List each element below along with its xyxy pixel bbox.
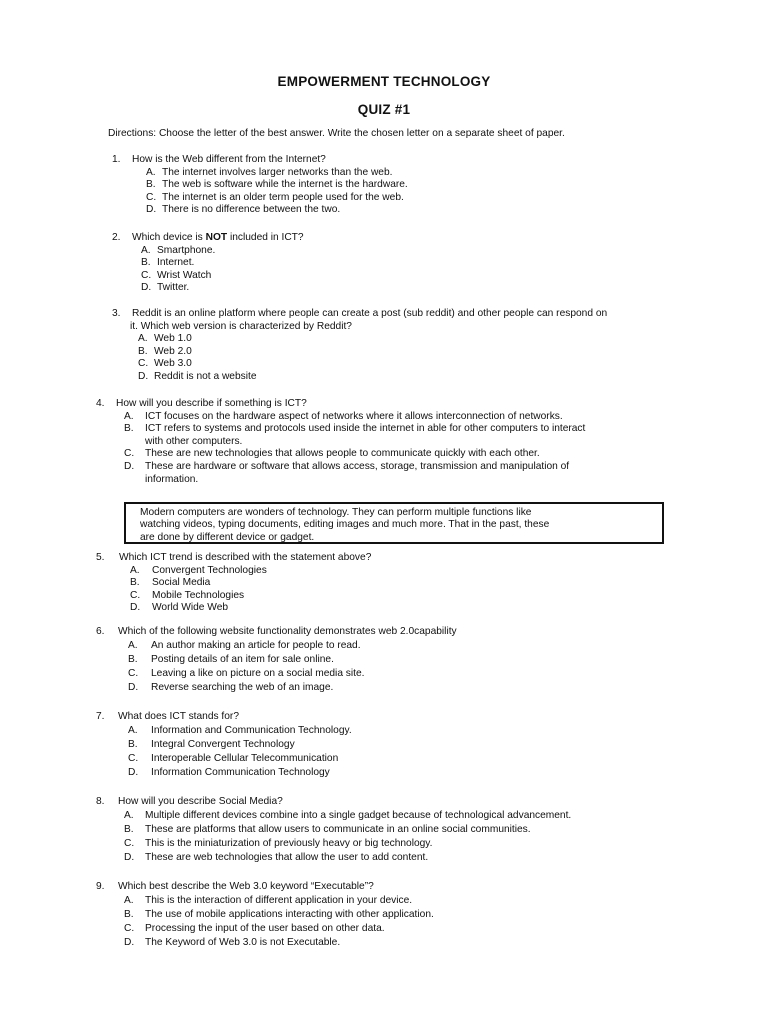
- option-a: A. This is the interaction of different application in your device.: [124, 895, 413, 906]
- statement-box: [124, 502, 664, 544]
- question-number: 4.: [96, 398, 105, 409]
- question-3: [112, 308, 607, 384]
- option-c: C. Leaving a like on picture on a social media site.: [128, 668, 365, 679]
- statement-line: Modern computers are wonders of technology. They can perform multiple functions like: [140, 507, 532, 518]
- option-b: B. These are platforms that allow users to communicate in an online social communities.: [124, 824, 531, 835]
- question-5: [96, 552, 371, 615]
- option-b: B. Integral Convergent Technology: [128, 739, 295, 750]
- question-7: [96, 710, 352, 780]
- option-a: A. The internet involves larger networks than the web.: [146, 166, 393, 178]
- question-text: How will you describe if something is ICT?: [116, 398, 307, 409]
- question-text: What does ICT stands for?: [118, 711, 239, 722]
- option-a: A. Smartphone.: [141, 244, 216, 256]
- option-c: C. Mobile Technologies: [130, 589, 245, 601]
- option-c: C. Web 3.0: [138, 358, 192, 370]
- option-b: B. The web is software while the internet is the hardware.: [146, 179, 408, 191]
- statement-line: watching videos, typing documents, editing images and much more. That in the past, these: [140, 519, 550, 531]
- question-text: How will you describe Social Media?: [118, 796, 283, 807]
- document-title: EMPOWERMENT TECHNOLOGY: [277, 74, 491, 89]
- question-number: 5.: [96, 552, 105, 563]
- option-c: C. The internet is an older term people used for the web.: [146, 191, 404, 203]
- option-d: D. Information Communication Technology: [128, 767, 330, 778]
- question-text: Which of the following website functionality demonstrates web 2.0capability: [118, 626, 457, 637]
- question-1: [112, 154, 408, 217]
- option-c: C. Interoperable Cellular Telecommunication: [128, 753, 339, 764]
- option-d-continued: information.: [145, 473, 199, 485]
- question-number: 7.: [96, 711, 105, 722]
- question-text-line2: it. Which web version is characterized by Reddit?: [130, 320, 352, 332]
- option-c: C. These are new technologies that allows people to communicate quickly with each other.: [124, 448, 540, 460]
- option-a: A. ICT focuses on the hardware aspect of networks where it allows interconnection of networks.: [124, 410, 563, 422]
- option-d: D. World Wide Web: [130, 602, 229, 614]
- question-text: Which device is NOT included in ICT?: [132, 232, 304, 243]
- option-d: D. These are hardware or software that allows access, storage, transmission and manipulation of: [124, 460, 570, 472]
- question-6: [96, 625, 457, 695]
- option-a: A. Multiple different devices combine into a single gadget because of technological advancement.: [124, 810, 572, 821]
- option-a: A. Web 1.0: [138, 333, 192, 345]
- option-b: B. Web 2.0: [138, 345, 192, 357]
- option-d: D. There is no difference between the two.: [146, 204, 341, 216]
- option-d: D. These are web technologies that allow the user to add content.: [124, 852, 429, 863]
- question-number: 9.: [96, 881, 105, 892]
- option-a: A. An author making an article for people to read.: [128, 640, 361, 651]
- question-number: 3.: [112, 308, 121, 319]
- quiz-number: QUIZ #1: [357, 102, 411, 117]
- option-a: A. Convergent Technologies: [130, 564, 267, 576]
- option-d: D. Twitter.: [141, 282, 190, 294]
- option-d: D. The Keyword of Web 3.0 is not Executable.: [124, 937, 341, 948]
- question-9: [96, 880, 434, 950]
- question-text: How is the Web different from the Internet?: [132, 154, 326, 165]
- option-c: C. Wrist Watch: [141, 269, 212, 281]
- question-number: 6.: [96, 626, 105, 637]
- question-number: 2.: [112, 232, 121, 243]
- question-number: 8.: [96, 796, 105, 807]
- option-b: B. Social Media: [130, 577, 211, 589]
- question-text: Which ICT trend is described with the statement above?: [119, 552, 372, 563]
- option-d: D. Reddit is not a website: [138, 370, 257, 382]
- question-8: [96, 795, 571, 865]
- question-2: [112, 232, 304, 295]
- option-c: C. Processing the input of the user based on other data.: [124, 923, 385, 934]
- option-b: B. The use of mobile applications interacting with other application.: [124, 909, 434, 920]
- option-a: A. Information and Communication Technology.: [128, 725, 352, 736]
- option-b: B. Internet.: [141, 257, 195, 269]
- emphasis-not: NOT: [205, 232, 228, 243]
- option-b-continued: with other computers.: [145, 435, 243, 447]
- directions-text: Directions: Choose the letter of the best answer. Write the chosen letter on a separate sheet of paper.: [108, 128, 565, 139]
- option-b: B. Posting details of an item for sale online.: [128, 654, 334, 665]
- question-4: [96, 398, 585, 486]
- option-c: C. This is the miniaturization of previously heavy or big technology.: [124, 838, 433, 849]
- option-d: D. Reverse searching the web of an image.: [128, 682, 334, 693]
- question-text-line1: Reddit is an online platform where people can create a post (sub reddit) and other people can respond on: [132, 308, 608, 319]
- question-number: 1.: [112, 154, 121, 165]
- question-text: Which best describe the Web 3.0 keyword “Executable”?: [118, 881, 374, 892]
- option-b: B. ICT refers to systems and protocols used inside the internet in able for other computers to interact: [124, 423, 586, 435]
- statement-line: are done by different device or gadget.: [140, 531, 315, 543]
